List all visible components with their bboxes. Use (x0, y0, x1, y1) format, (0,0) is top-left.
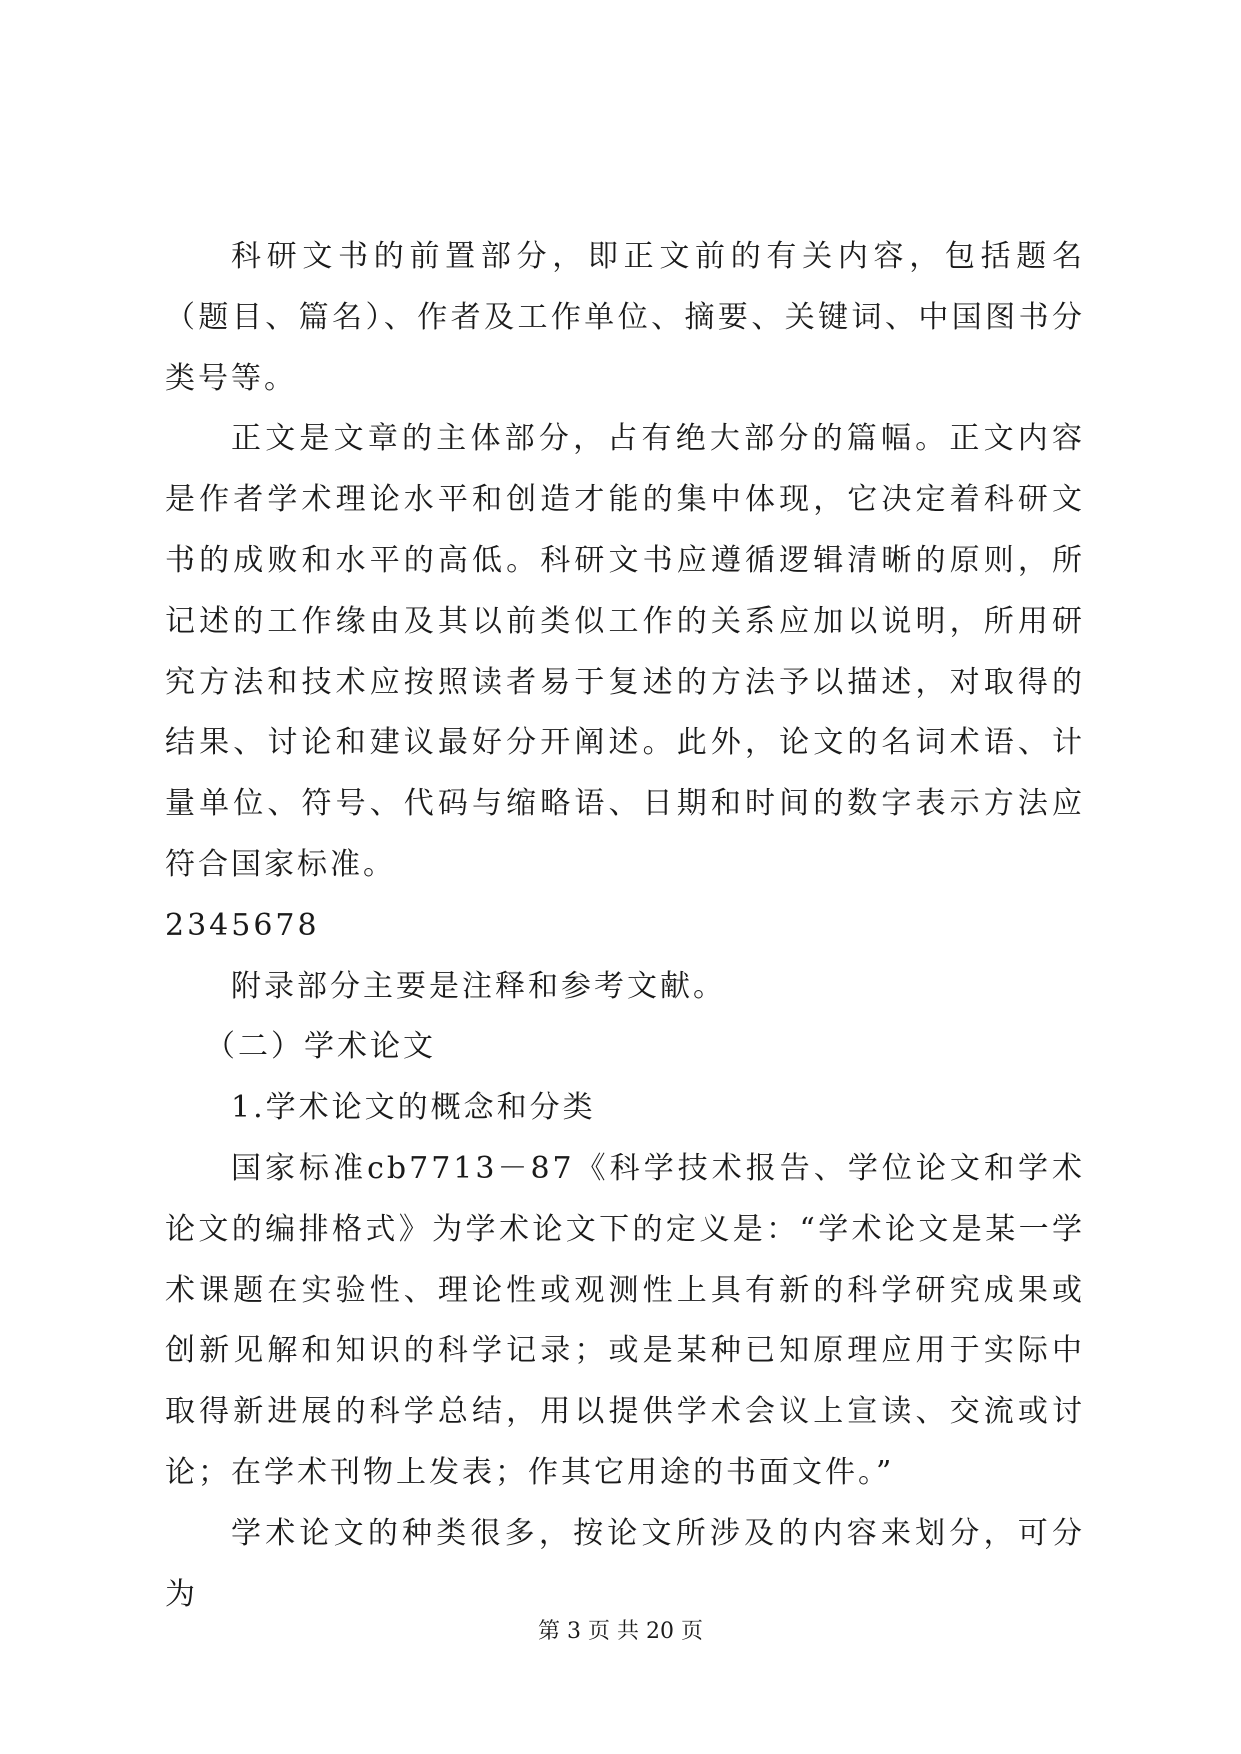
section-heading: （二）学术论文 (205, 1029, 436, 1065)
paragraph-front-matter: 科研文书的前置部分，即正文前的有关内容，包括题名（题目、篇名）、作者及工作单位、摘要、关键词、中国图书分类号等。 (165, 239, 1085, 396)
page-footer: 第 3 页 共 20 页 (538, 1619, 703, 1644)
paragraph-main-body: 正文是文章的主体部分，占有绝大部分的篇幅。正文内容是作者学术理论水平和创造才能的集中体现，它决定着科研文书的成败和水平的高低。科研文书应遵循逻辑清晰的原则，所记述的工作缘由及其以前类似工作的关系应加以说明，所用研究方法和技术应按照读者易于复述的方法予以描述，对取得的结果、讨论和建议最好分开阐述。此外，论文的名词术语、计量单位、符号、代码与缩略语、日期和时间的数字表示方法应符合国家标准。 (165, 421, 1085, 882)
number-line: 2345678 (165, 907, 320, 943)
body-text (165, 227, 1085, 1625)
subsection-heading: 1.学术论文的概念和分类 (231, 1090, 596, 1126)
paragraph-definition: 国家标准cb7713－87《科学技术报告、学位论文和学术论文的编排格式》为学术论文下的定义是：“学术论文是某一学术课题在实验性、理论性或观测性上具有新的科学研究成果或创新见解和知识的科学记录；或是某种已知原理应用于实际中取得新进展的科学总结，用以提供学术会议上宣读、交流或讨论；在学术刊物上发表；作其它用途的书面文件。” (165, 1150, 1085, 1490)
paragraph-classification: 学术论文的种类很多，按论文所涉及的内容来划分，可分为 (165, 1515, 1085, 1612)
paragraph-appendix: 附录部分主要是注释和参考文献。 (231, 968, 726, 1004)
